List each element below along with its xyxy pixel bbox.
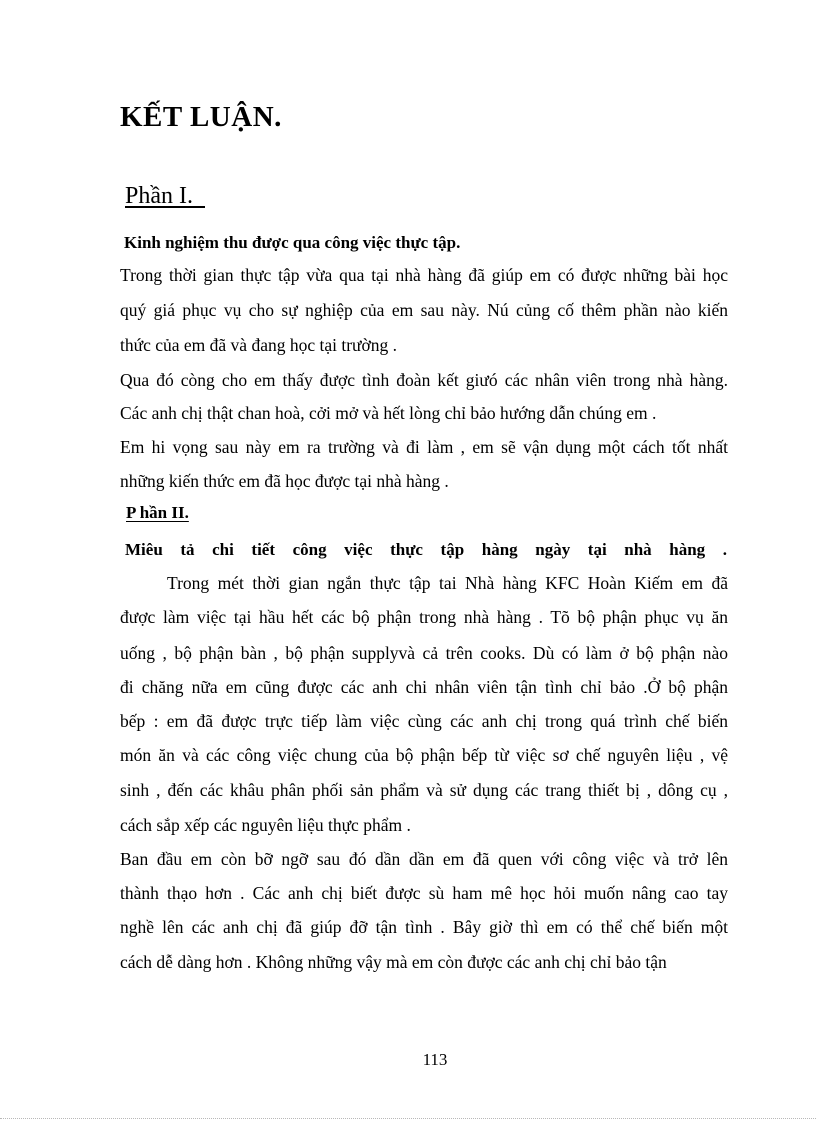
- part-2-line-12: cách dễ dàng hơn . Không những vậy mà em còn được các anh chị chỉ bảo tận: [120, 952, 667, 972]
- part-1-line-2: quý giá phục vụ cho sự nghiệp của em sau này. Nú củng cố thêm phần nào kiến: [120, 300, 728, 320]
- part-2-line-10: thành thạo hơn . Các anh chị biết được sù ham mê học hỏi muốn nâng cao tay: [120, 883, 728, 903]
- page-bottom-divider: [0, 1118, 816, 1119]
- part-2-line-9: Ban đầu em còn bỡ ngỡ sau đó dần dần em đã quen với công việc và trở lên: [120, 849, 728, 869]
- part-2-heading: P hần II.: [126, 503, 189, 522]
- part-2-line-1: Trong mét thời gian ngắn thực tập tai Nhà hàng KFC Hoàn Kiếm em đã: [167, 573, 728, 593]
- part-1-line-3: thức của em đã và đang học tại trường .: [120, 335, 398, 355]
- part-1-line-1: Trong thời gian thực tập vừa qua tại nhà hàng đã giúp em có được những bài học: [120, 265, 728, 285]
- page-title: KẾT LUẬN.: [120, 101, 282, 133]
- part-2-line-6: món ăn và các công việc chung của bộ phận bếp từ việc sơ chế nguyên liệu , vệ: [120, 745, 728, 765]
- part-2-subheading: Miêu tả chi tiết công việc thực tập hàng ngày tại nhà hàng .: [125, 540, 727, 559]
- part-2-line-3: uống , bộ phận bàn , bộ phận supplyvà cả trên cooks. Dù có làm ở bộ phận nào: [120, 643, 728, 663]
- part-2-line-5: bếp : em đã được trực tiếp làm việc cùng các anh chị trong quá trình chế biến: [120, 711, 728, 731]
- part-2-line-2: được làm việc tại hầu hết các bộ phận trong nhà hàng . Tõ bộ phận phục vụ ăn: [120, 607, 728, 627]
- part-1-line-4: Qua đó còng cho em thấy được tình đoàn kết giưó các nhân viên trong nhà hàng.: [120, 370, 728, 390]
- part-1-line-5: Các anh chị thật chan hoà, cởi mở và hết lòng chỉ bảo hướng dẫn chúng em .: [120, 403, 657, 423]
- part-1-heading: Phần I.: [125, 183, 193, 209]
- part-2-line-11: nghề lên các anh chị đã giúp đỡ tận tình . Bây giờ thì em có thể chế biến một: [120, 917, 728, 937]
- part-2-line-8: cách sắp xếp các nguyên liệu thực phẩm .: [120, 815, 411, 835]
- part-1-line-6: Em hi vọng sau này em ra trường và đi làm , em sẽ vận dụng một cách tốt nhất: [120, 437, 728, 457]
- part-1-subheading: Kinh nghiệm thu được qua công việc thực tập.: [124, 233, 461, 252]
- part-1-line-7: những kiến thức em đã học được tại nhà hàng .: [120, 471, 449, 491]
- page-number: 113: [422, 1050, 448, 1069]
- part-2-line-7: sinh , đến các khâu phân phối sản phẩm và sử dụng các trang thiết bị , dông cụ ,: [120, 780, 728, 800]
- part-2-line-4: đi chăng nữa em cũng được các anh chi nhân viên tận tình chỉ bảo .Ở bộ phận: [120, 677, 728, 697]
